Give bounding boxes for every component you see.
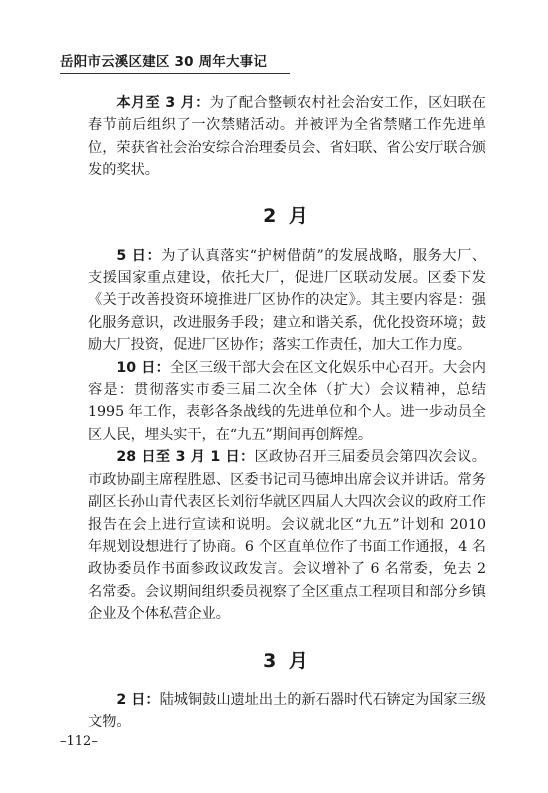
entry-text: 区政协召开三届委员会第四次会议。市政协副主席程胜恩、区委书记司马德坤出席会议并讲话。常务副区长孙山青代表区长刘衍华就区四届人大四次会议的政府工作报告在会上进行宣读和说明。会议就北区“九五”计划和 2010 年规划设想进行了协商。6 个区直单位作了书面工作通报，4 名政协委员作书面参政议政发言。会议增补了 6 名常委，免去 2 名常委。会议期间组织委员视察了全区重点工程项目和部分乡镇企业及个体私营企业。 [88, 449, 486, 623]
month-heading: 3 月 [263, 649, 311, 672]
running-head-title: 岳阳市云溪区建区 30 周年大事记 [60, 54, 268, 70]
entry-date: 10 日： [116, 359, 170, 376]
entry-date: 28 日至 3 月 1 日： [116, 449, 255, 466]
entry-text: 陆城铜鼓山遗址出土的新石器时代石锛定为国家三级文物。 [88, 691, 486, 730]
entry-paragraph [88, 446, 486, 625]
entry-paragraph [88, 689, 486, 734]
entry-date: 5 日： [116, 247, 162, 264]
page-body [88, 92, 486, 733]
entry-paragraph [88, 357, 486, 447]
entry-date: 2 日： [116, 691, 160, 708]
page-number: –112– [60, 734, 98, 749]
entry-text: 全区三级干部大会在区文化娱乐中心召开。大会内容是：贯彻落实市委三届二次全体（扩大）会议精神，总结 1995 年工作，表彰各条战线的先进单位和个人。进一步动员全区人民，埋头实干，在“九五”期间再创辉煌。 [88, 359, 486, 443]
month-heading: 2 月 [263, 204, 311, 227]
header-rule [60, 73, 290, 74]
entry-date: 本月至 3 月： [116, 95, 210, 111]
entry-text: 为了配合整顿农村社会治安工作，区妇联在春节前后组织了一次禁赌活动。并被评为全省禁赌工作先进单位，荣获省社会治安综合治理委员会、省妇联、省公安厅联合颁发的奖状。 [88, 95, 486, 179]
entry-paragraph [88, 92, 486, 182]
entry-text: 为了认真落实“护树借荫”的发展战略，服务大厂、支援国家重点建设，依托大厂，促进厂区联动发展。区委下发《关于改善投资环境推进厂区协作的决定》。其主要内容是：强化服务意识，改进服务手段；建立和谐关系，优化投资环境；鼓励大厂投资，促进厂区协作；落实工作责任，加大工作力度。 [88, 247, 487, 354]
entry-paragraph [88, 245, 486, 357]
